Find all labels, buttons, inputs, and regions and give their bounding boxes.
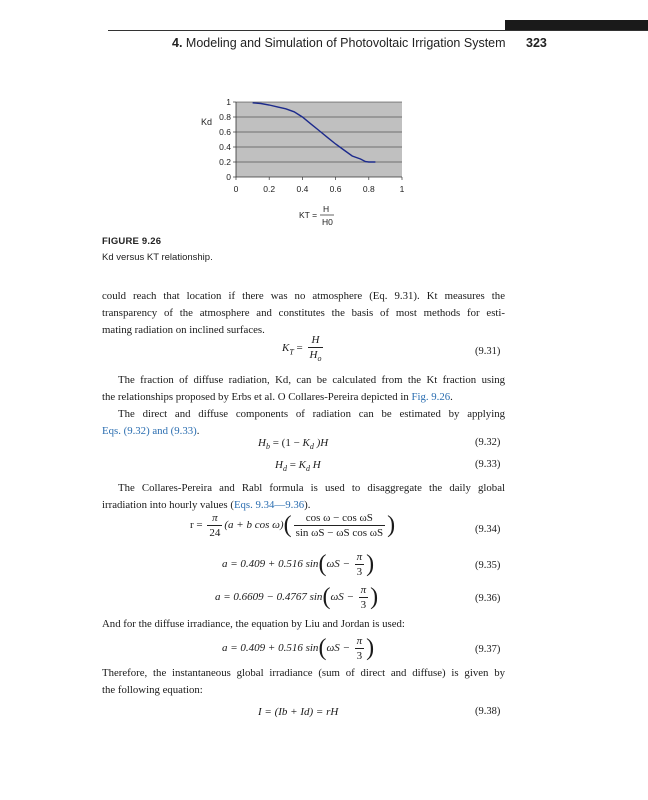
eq-paren: ( <box>283 512 292 538</box>
eq-fraction <box>355 635 365 662</box>
text-line: And for the diffuse irradiance, the equation by Liu and Jordan is used: <box>102 618 405 630</box>
chapter-title: Modeling and Simulation of Photovoltaic Irrigation System <box>185 36 506 50</box>
eq-symbol: H <box>275 459 283 471</box>
x-tick-label: 1 <box>399 184 405 194</box>
eq-symbol: (a + b cos ω) <box>224 519 284 532</box>
eq-numerator: π <box>360 584 367 596</box>
equation-number: (9.37) <box>475 644 501 655</box>
eq-numerator: π <box>356 551 363 563</box>
eq-symbol: K <box>298 459 307 471</box>
eq-denominator: sin ωS − ωS cos ωS <box>295 527 384 539</box>
paragraph-liu-jordan <box>102 616 505 633</box>
figure-label: FIGURE 9.26 <box>102 236 162 247</box>
eq-operator: r = <box>190 519 206 532</box>
eq-operator: = (1 − <box>269 437 303 449</box>
eq-symbol: ωS − <box>326 642 353 655</box>
paragraph-transparency <box>102 288 505 339</box>
equation-9-33 <box>275 459 321 473</box>
eq-numerator: π <box>356 635 363 647</box>
text-line: The fraction of diffuse radiation, Kd, can be calculated from the Kt fraction using <box>118 374 505 386</box>
paragraph-global-irradiance <box>102 665 505 699</box>
equation-9-37 <box>222 635 374 662</box>
eq-symbol: a = 0.409 + 0.516 sin <box>222 642 319 655</box>
eq-fraction <box>294 512 386 539</box>
y-tick-label: 0 <box>226 172 231 182</box>
eq-symbol: ωS − <box>326 558 353 571</box>
equation-9-31 <box>282 334 325 363</box>
equation-number: (9.33) <box>475 459 501 470</box>
equation-number: (9.34) <box>475 524 501 535</box>
y-tick-label: 0.2 <box>219 157 231 167</box>
x-tick-label: 0.4 <box>296 184 309 194</box>
equation-link[interactable]: Eqs. 9.34—9.36 <box>233 499 305 511</box>
eq-symbol: H <box>310 459 321 471</box>
eq-fraction <box>207 512 222 539</box>
eq-numerator: H <box>308 334 324 348</box>
text-span: ). <box>304 499 311 511</box>
eq-symbol: K <box>302 437 310 449</box>
equation-9-32 <box>258 437 328 451</box>
text-line: mating radiation on inclined surfaces. <box>102 324 265 336</box>
eq-paren: ) <box>387 512 396 538</box>
eq-fraction <box>308 334 324 363</box>
eq-symbol: ωS − <box>330 591 357 604</box>
paragraph-diffuse <box>102 372 505 440</box>
text-line: The direct and diffuse components of radiation can be estimated by applying <box>118 408 505 420</box>
text-line: could reach that location if there was no atmosphere (Eq. 9.31). Kt measures the <box>102 290 505 302</box>
eq-symbol: K <box>282 342 290 355</box>
text-line: The Collares-Pereira and Rabl formula is used to disaggregate the daily global <box>118 482 505 494</box>
eq-numerator: π <box>207 512 222 526</box>
eq-paren: ) <box>370 584 379 610</box>
eq-subscript: d <box>306 464 311 474</box>
eq-paren: ) <box>366 635 375 661</box>
eq-fraction <box>355 551 365 578</box>
figure-link[interactable]: Fig. 9.26 <box>411 391 451 403</box>
eq-denominator <box>308 348 324 363</box>
chapter-number: 4. <box>172 36 183 50</box>
eq-operator: = <box>286 459 299 471</box>
text-span: irradiation into hourly values ( <box>102 499 234 511</box>
y-tick-label: 1 <box>226 97 231 107</box>
eq-subscript: d <box>282 464 287 474</box>
eq-subscript: o <box>317 354 322 364</box>
x-tick-label: 0.6 <box>329 184 342 194</box>
kd-vs-kt-chart <box>0 0 648 240</box>
x-tick-label: 0 <box>233 184 239 194</box>
eq-operator: = <box>293 342 306 355</box>
equation-9-36 <box>215 584 378 611</box>
equation-number: (9.38) <box>475 706 501 717</box>
eq-paren: ) <box>366 551 375 577</box>
eq-fraction <box>359 584 369 611</box>
equation-link[interactable]: Eqs. (9.32) and (9.33) <box>102 425 197 437</box>
y-tick-label: 0.6 <box>219 127 231 137</box>
y-tick-label: 0.4 <box>219 142 231 152</box>
eq-paren: ( <box>318 635 327 661</box>
text-span: the relationships proposed by Erbs et al. O Collares-Pereira depicted in <box>102 391 412 403</box>
text-line <box>102 389 505 406</box>
equation-number: (9.35) <box>475 560 501 571</box>
eq-symbol: H <box>258 437 266 449</box>
equation-number: (9.36) <box>475 593 501 604</box>
x-tick-label: 0.2 <box>263 184 276 194</box>
x-axis-label-den: H0 <box>322 217 333 227</box>
eq-symbol: a = 0.409 + 0.516 sin <box>222 558 319 571</box>
text-line: Therefore, the instantaneous global irradiance (sum of direct and diffuse) is given by <box>102 667 505 679</box>
eq-numerator: cos ω − cos ωS <box>294 512 386 526</box>
eq-subscript: d <box>309 442 314 452</box>
equation-9-38: I = (Ib + Id) = rH <box>258 706 339 718</box>
eq-paren: ( <box>322 584 331 610</box>
equation-9-34 <box>190 512 395 539</box>
eq-paren: ( <box>318 551 327 577</box>
equation-9-35 <box>222 551 374 578</box>
y-axis-ticks <box>219 97 236 182</box>
text-span: . <box>196 425 200 437</box>
equation-number: (9.32) <box>475 437 501 448</box>
x-axis-label-num: H <box>323 204 330 214</box>
eq-denominator: 3 <box>360 599 367 611</box>
x-axis-label-lhs: KT = <box>299 210 318 220</box>
eq-subscript: b <box>265 442 270 452</box>
text-line: transparency of the atmosphere and constitutes the basis of most methods for esti- <box>102 307 505 319</box>
eq-denominator: 3 <box>356 566 363 578</box>
eq-denominator-symbol: H <box>309 349 318 361</box>
y-tick-label: 0.8 <box>219 112 231 122</box>
y-axis-label: Kd <box>201 117 213 127</box>
plot-area <box>236 102 402 177</box>
x-tick-label: 0.8 <box>362 184 375 194</box>
equation-number: (9.31) <box>475 346 501 357</box>
eq-symbol: a = 0.6609 − 0.4767 sin <box>215 591 323 604</box>
x-axis-ticks <box>234 177 405 194</box>
text-line: the following equation: <box>102 684 203 696</box>
text-span: . <box>450 391 453 403</box>
eq-subscript: T <box>289 347 294 357</box>
eq-denominator: 24 <box>209 527 221 539</box>
paragraph-collares <box>102 480 505 514</box>
figure-caption: Kd versus KT relationship. <box>102 252 213 263</box>
eq-symbol: )H <box>313 437 329 449</box>
x-axis-label <box>299 204 334 227</box>
eq-denominator: 3 <box>356 650 363 662</box>
page-number: 323 <box>526 36 547 50</box>
